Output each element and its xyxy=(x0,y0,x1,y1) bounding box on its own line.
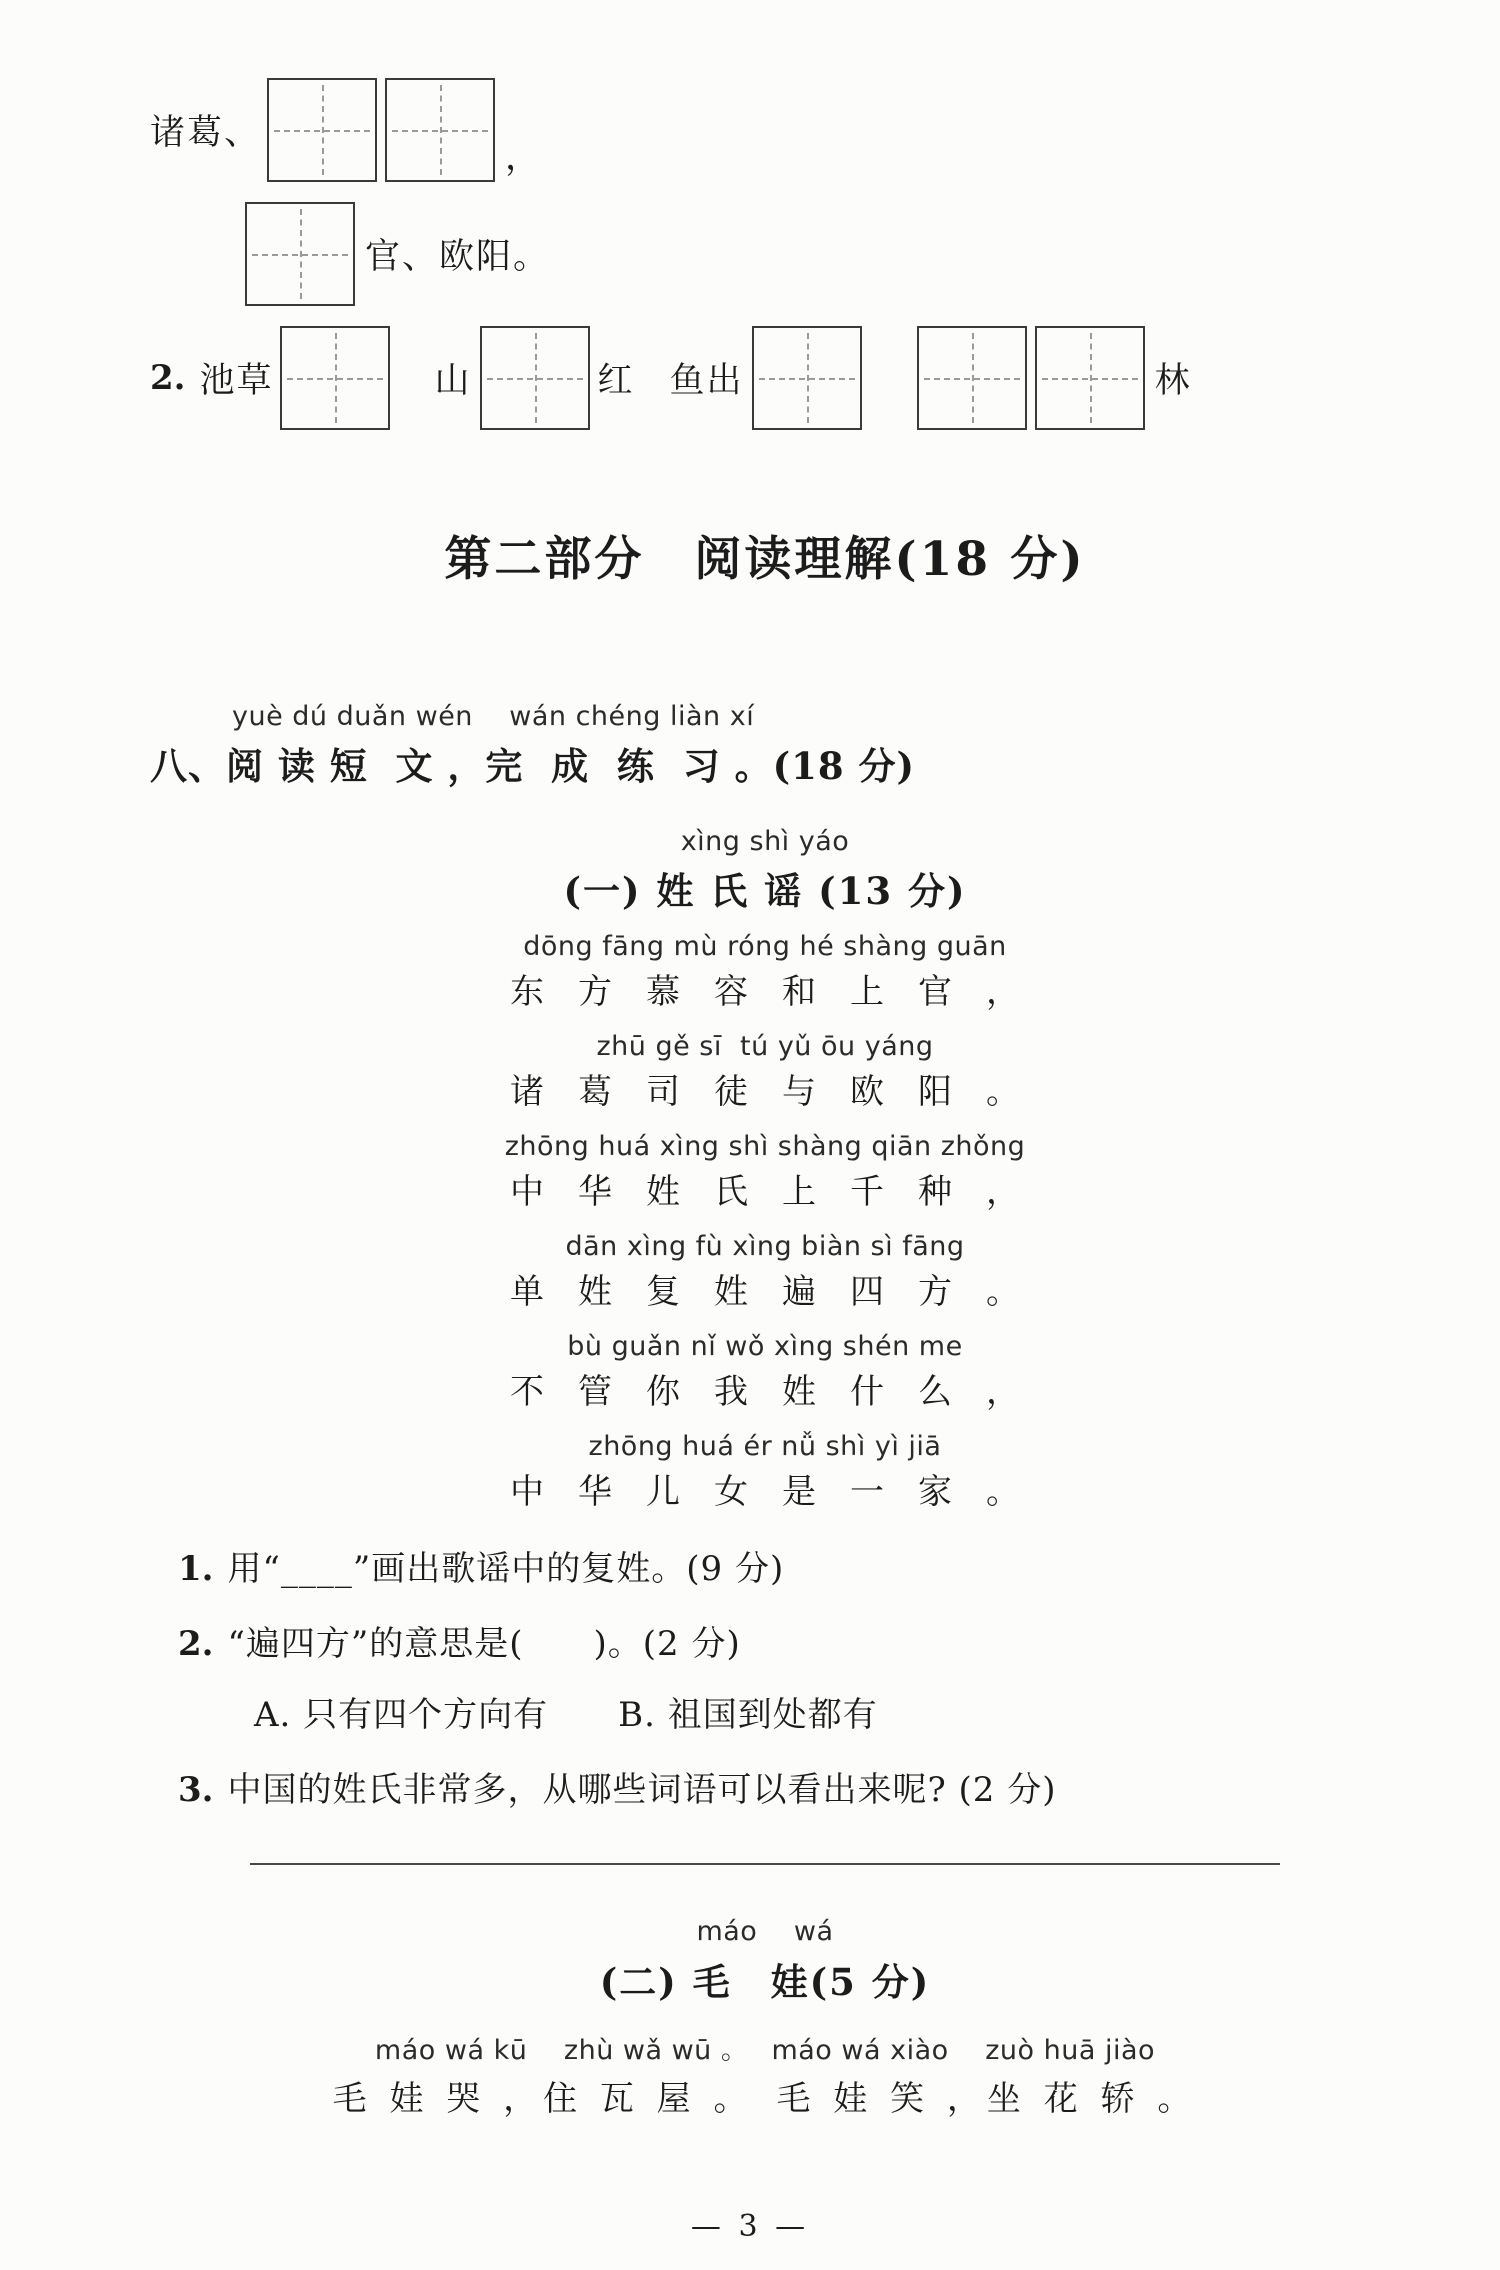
fill-row2-text: 官、欧阳。 xyxy=(365,237,551,277)
question-1 xyxy=(178,1541,1380,1590)
poem-line-pinyin: zhōng huá xìng shì shàng qiān zhǒng xyxy=(504,1131,1026,1162)
fill-row3-text-4: 鱼出 xyxy=(669,361,744,401)
poem-line-hanzi: 东 方 慕 容 和 上 官 ， xyxy=(510,972,1020,1012)
fill-row3-text-1: 池草 xyxy=(199,361,274,401)
fill-row-1 xyxy=(150,78,1380,182)
passage1-title-pinyin: xìng shì yáo xyxy=(680,826,850,857)
part-title: 第二部分 阅读理解(18 分) xyxy=(444,532,1086,587)
fill-row-3 xyxy=(150,326,1380,430)
writing-box xyxy=(267,78,377,182)
passage2-line-pinyin: máo wá kū zhù wǎ wū 。 máo wá xiào zuò huā jiào xyxy=(374,2035,1156,2066)
passage2 xyxy=(150,1909,1380,2120)
poem-line-hanzi: 不 管 你 我 姓 什 么 ， xyxy=(510,1372,1020,1412)
passage2-title-pinyin: máo wá xyxy=(696,1916,834,1947)
poem-line-pinyin: zhōng huá ér nǚ shì yì jiā xyxy=(588,1431,942,1462)
fill-row3-text-3: 红 xyxy=(597,361,635,401)
poem-line-hanzi: 中 华 儿 女 是 一 家 。 xyxy=(510,1472,1020,1512)
passage2-title: (二) 毛 娃(5 分) xyxy=(599,1960,931,2004)
passage2-line-hanzi: 毛 娃 哭 ，住 瓦 屋 。 毛 娃 笑 ，坐 花 轿 。 xyxy=(332,2079,1198,2119)
fill-row1-comma: ， xyxy=(505,138,543,178)
writing-box xyxy=(385,78,495,182)
question-text: 用“____”画出歌谣中的复姓。(9 分) xyxy=(227,1549,785,1589)
item-number: 2. xyxy=(150,358,186,398)
fill-row3-text-2: 山 xyxy=(434,361,472,401)
poem-line xyxy=(150,931,1380,1013)
poem-line-pinyin: zhū gě sī tú yǔ ōu yáng xyxy=(596,1031,934,1062)
fill-in-section xyxy=(150,78,1380,430)
question-text: 中国的姓氏非常多，从哪些词语可以看出来呢? (2 分) xyxy=(227,1770,1057,1810)
poem-line-pinyin: dōng fāng mù róng hé shàng guān xyxy=(523,931,1007,962)
page-number: — 3 — xyxy=(690,2209,810,2244)
writing-box xyxy=(1035,326,1145,430)
writing-box xyxy=(245,202,355,306)
exercise-pinyin: yuè dú duǎn wén wán chéng liàn xí xyxy=(232,701,755,732)
poem-line xyxy=(150,1131,1380,1213)
poem-line xyxy=(150,1331,1380,1413)
fill-row1-text: 诸葛、 xyxy=(150,113,262,153)
passage1-poem xyxy=(150,931,1380,1513)
passage1-title: (一) 姓 氏 谣 (13 分) xyxy=(563,869,967,913)
poem-line-pinyin: bù guǎn nǐ wǒ xìng shén me xyxy=(567,1331,963,1362)
poem-line xyxy=(150,1031,1380,1113)
passage1-questions xyxy=(178,1541,1380,1811)
question-3 xyxy=(178,1762,1380,1811)
question-number: 1. xyxy=(178,1549,214,1589)
passage2-line xyxy=(150,2028,1380,2120)
poem-line-pinyin: dān xìng fù xìng biàn sì fāng xyxy=(565,1231,965,1262)
writing-box xyxy=(280,326,390,430)
exercise-heading xyxy=(150,701,1380,790)
question-text: “遍四方”的意思是( )。(2 分) xyxy=(227,1624,741,1664)
poem-line-hanzi: 单 姓 复 姓 遍 四 方 。 xyxy=(510,1272,1020,1312)
question-2 xyxy=(178,1616,1380,1665)
poem-line-hanzi: 中 华 姓 氏 上 千 种 ， xyxy=(510,1172,1020,1212)
writing-box xyxy=(917,326,1027,430)
question-number: 2. xyxy=(178,1624,214,1664)
writing-box xyxy=(752,326,862,430)
poem-line-hanzi: 诸 葛 司 徒 与 欧 阳 。 xyxy=(510,1072,1020,1112)
poem-line xyxy=(150,1431,1380,1513)
fill-row-2 xyxy=(245,202,1380,306)
question-number: 3. xyxy=(178,1770,214,1810)
poem-line xyxy=(150,1231,1380,1313)
writing-box xyxy=(480,326,590,430)
passage1-heading xyxy=(150,826,1380,915)
exercise-title: 八、阅 读 短 文 ，完 成 练 习 。(18 分) xyxy=(150,744,915,788)
question-2-options: A. 只有四个方向有 B. 祖国到处都有 xyxy=(254,1695,878,1735)
fill-row3-text-5: 林 xyxy=(1154,361,1192,401)
section-divider xyxy=(250,1863,1280,1865)
